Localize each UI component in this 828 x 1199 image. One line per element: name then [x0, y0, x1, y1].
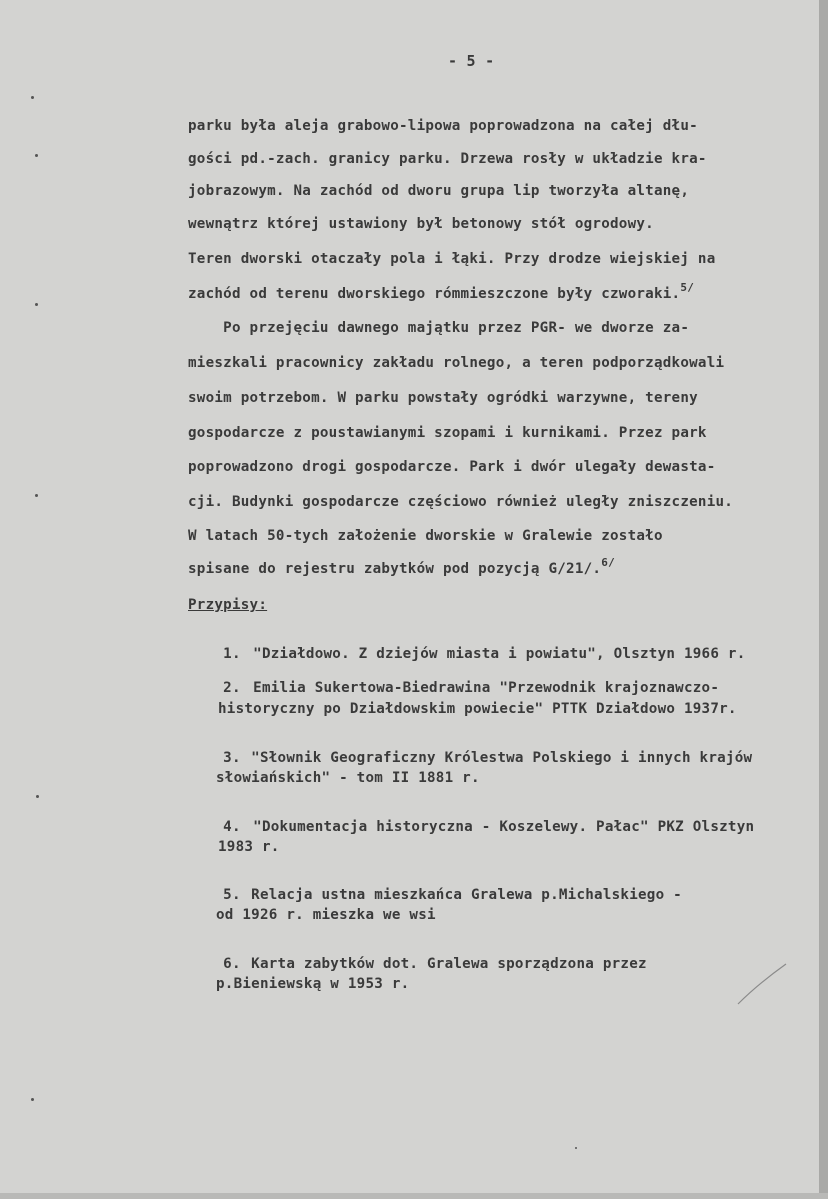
footnote-text-continuation: 1983 r.: [218, 839, 280, 855]
footnotes-heading: Przypisy:: [188, 597, 268, 613]
page-edge-shadow: [819, 0, 828, 1199]
footnote-text: "Dokumentacja historyczna - Koszelewy. Pałac" PKZ Olsztyn: [253, 819, 755, 836]
paper-speck: [35, 154, 38, 157]
footnote-text-continuation: historyczny po Działdowskim powiecie" PTTK Działdowo 1937r.: [218, 701, 737, 717]
footnote-number: 3.: [223, 750, 241, 767]
footnote-number: 4.: [223, 819, 241, 836]
footnote-text-continuation: od 1926 r. mieszka we wsi: [216, 907, 436, 923]
footnote-number: 1.: [223, 646, 241, 663]
text-line: jobrazowym. Na zachód od dworu grupa lip tworzyła altanę,: [188, 183, 690, 199]
text-line: swoim potrzebom. W parku powstały ogródki warzywne, tereny: [188, 390, 698, 406]
paper-speck: [31, 96, 34, 99]
footnote-text-continuation: słowiańskich" - tom II 1881 r.: [216, 770, 480, 786]
footnote-text: "Działdowo. Z dziejów miasta i powiatu", Olsztyn 1966 r.: [253, 646, 746, 663]
footnote-text: Karta zabytków dot. Gralewa sporządzona przez: [251, 956, 647, 973]
paper-speck: [31, 1098, 34, 1101]
text-line: poprowadzono drogi gospodarcze. Park i dwór ulegały dewasta-: [188, 459, 716, 475]
footnote-number: 6.: [223, 956, 241, 973]
footnote-number: 2.: [223, 680, 241, 697]
text-line: mieszkali pracownicy zakładu rolnego, a teren podporządkowali: [188, 355, 725, 371]
page-number: - 5 -: [448, 52, 495, 70]
paper-speck: [575, 1147, 577, 1149]
footnote-text: Relacja ustna mieszkańca Gralewa p.Michalskiego -: [251, 887, 682, 904]
footnote-reference: 6/: [601, 556, 615, 569]
paper-speck: [36, 795, 39, 798]
page-bottom-edge: [0, 1193, 828, 1199]
text-line: cji. Budynki gospodarcze częściowo również uległy zniszczeniu.: [188, 494, 734, 510]
footnote-text: "Słownik Geograficzny Królestwa Polskiego i innych krajów: [251, 750, 753, 767]
footnote-text-continuation: p.Bieniewską w 1953 r.: [216, 976, 410, 992]
text-line: [188, 556, 615, 577]
text-line: Po przejęciu dawnego majątku przez PGR- we dworze za-: [188, 320, 690, 336]
text-line: Teren dworski otaczały pola i łąki. Przy drodze wiejskiej na: [188, 251, 716, 267]
footnote-text: Emilia Sukertowa-Biedrawina "Przewodnik krajoznawczo-: [253, 680, 720, 697]
text-line: parku była aleja grabowo-lipowa poprowadzona na całej dłu-: [188, 118, 698, 134]
footnote-number: 5.: [223, 887, 241, 904]
text-line-content: zachód od terenu dworskiego rómmieszczone były czworaki.: [188, 286, 681, 302]
paper-speck: [35, 494, 38, 497]
text-line: wewnątrz której ustawiony był betonowy stół ogrodowy.: [188, 216, 654, 232]
text-line: gospodarcze z poustawianymi szopami i kurnikami. Przez park: [188, 425, 707, 441]
pencil-mark: [736, 962, 788, 1006]
text-line: gości pd.-zach. granicy parku. Drzewa rosły w układzie kra-: [188, 151, 707, 167]
text-line: [188, 281, 695, 302]
text-line-content: spisane do rejestru zabytków pod pozycją G/21/.: [188, 561, 602, 577]
text-line: W latach 50-tych założenie dworskie w Gralewie zostało: [188, 528, 663, 544]
paper-speck: [35, 303, 38, 306]
footnote-reference: 5/: [680, 281, 695, 294]
